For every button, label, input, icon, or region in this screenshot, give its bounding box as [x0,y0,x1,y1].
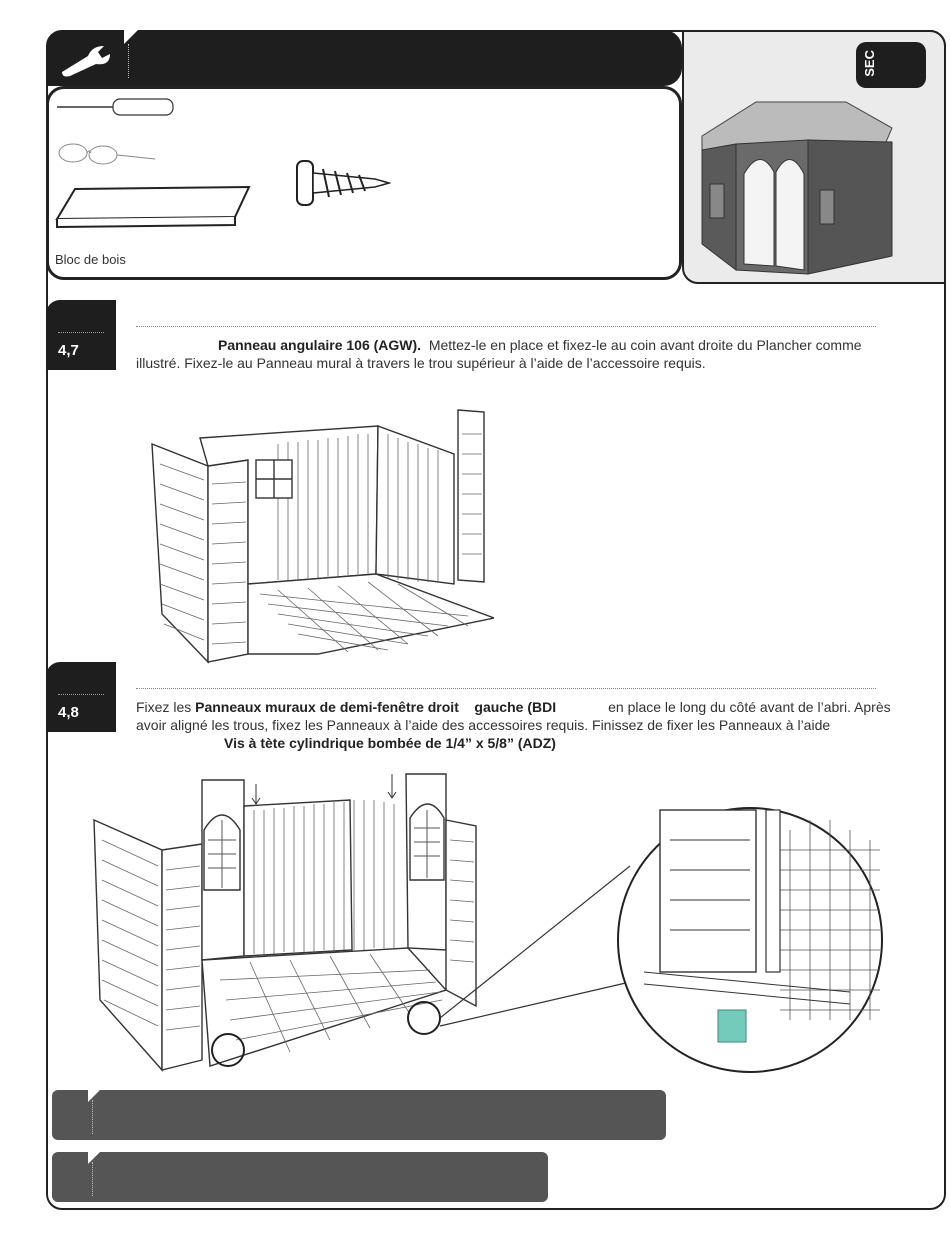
hardware-bar [52,1152,548,1202]
wood-block-icon [55,183,251,229]
safety-glasses-icon [55,135,159,169]
instruction-line: avoir aligné les trous, fixez les Panneaux à l’aide des accessoires requis. Finissez de fixer les Panneaux à l’aide [136,717,831,733]
instruction-line: Mettez-le en place et fixez-le au coin avant droite du Plancher comme [428,337,862,353]
step-divider [136,326,876,327]
shed-illustration [696,94,896,278]
step-text-4-8 [136,698,906,752]
part-name: Panneaux muraux de demi-fenêtre droit [195,699,459,715]
instruction-line: en place le long du côté avant de l’abri. Après [608,699,891,715]
tools-box [46,86,682,280]
step-divider [136,688,876,689]
tools-header-bar [46,30,682,86]
section-label: SEC [862,50,877,77]
screw-label: Vis à tète cylindrique bombée de 1/4” x 5/8” (ADZ) [224,735,556,751]
step-tab-4-7 [46,300,116,370]
screwdriver-icon [55,95,175,119]
instruction-prefix: Fixez les [136,699,192,715]
step-4-8-illustration [90,770,950,1080]
hardware-bar [52,1090,666,1140]
step-text-4-7 [136,336,896,372]
part-name-2: gauche (BDI [474,699,557,715]
instruction-line: illustré. Fixez-le au Panneau mural à travers le trou supérieur à l’aide de l’accessoire requis. [136,355,706,371]
section-tab [856,42,926,88]
step-4-7-illustration [148,404,494,666]
wrench-icon [58,42,118,78]
screw-icon [295,155,391,215]
step-tab-4-8 [46,662,116,732]
step-number: 4,7 [58,342,79,359]
part-name: Panneau angulaire 106 (AGW). [218,337,422,353]
step-number: 4,8 [58,704,79,721]
wood-block-label: Bloc de bois [55,252,126,267]
